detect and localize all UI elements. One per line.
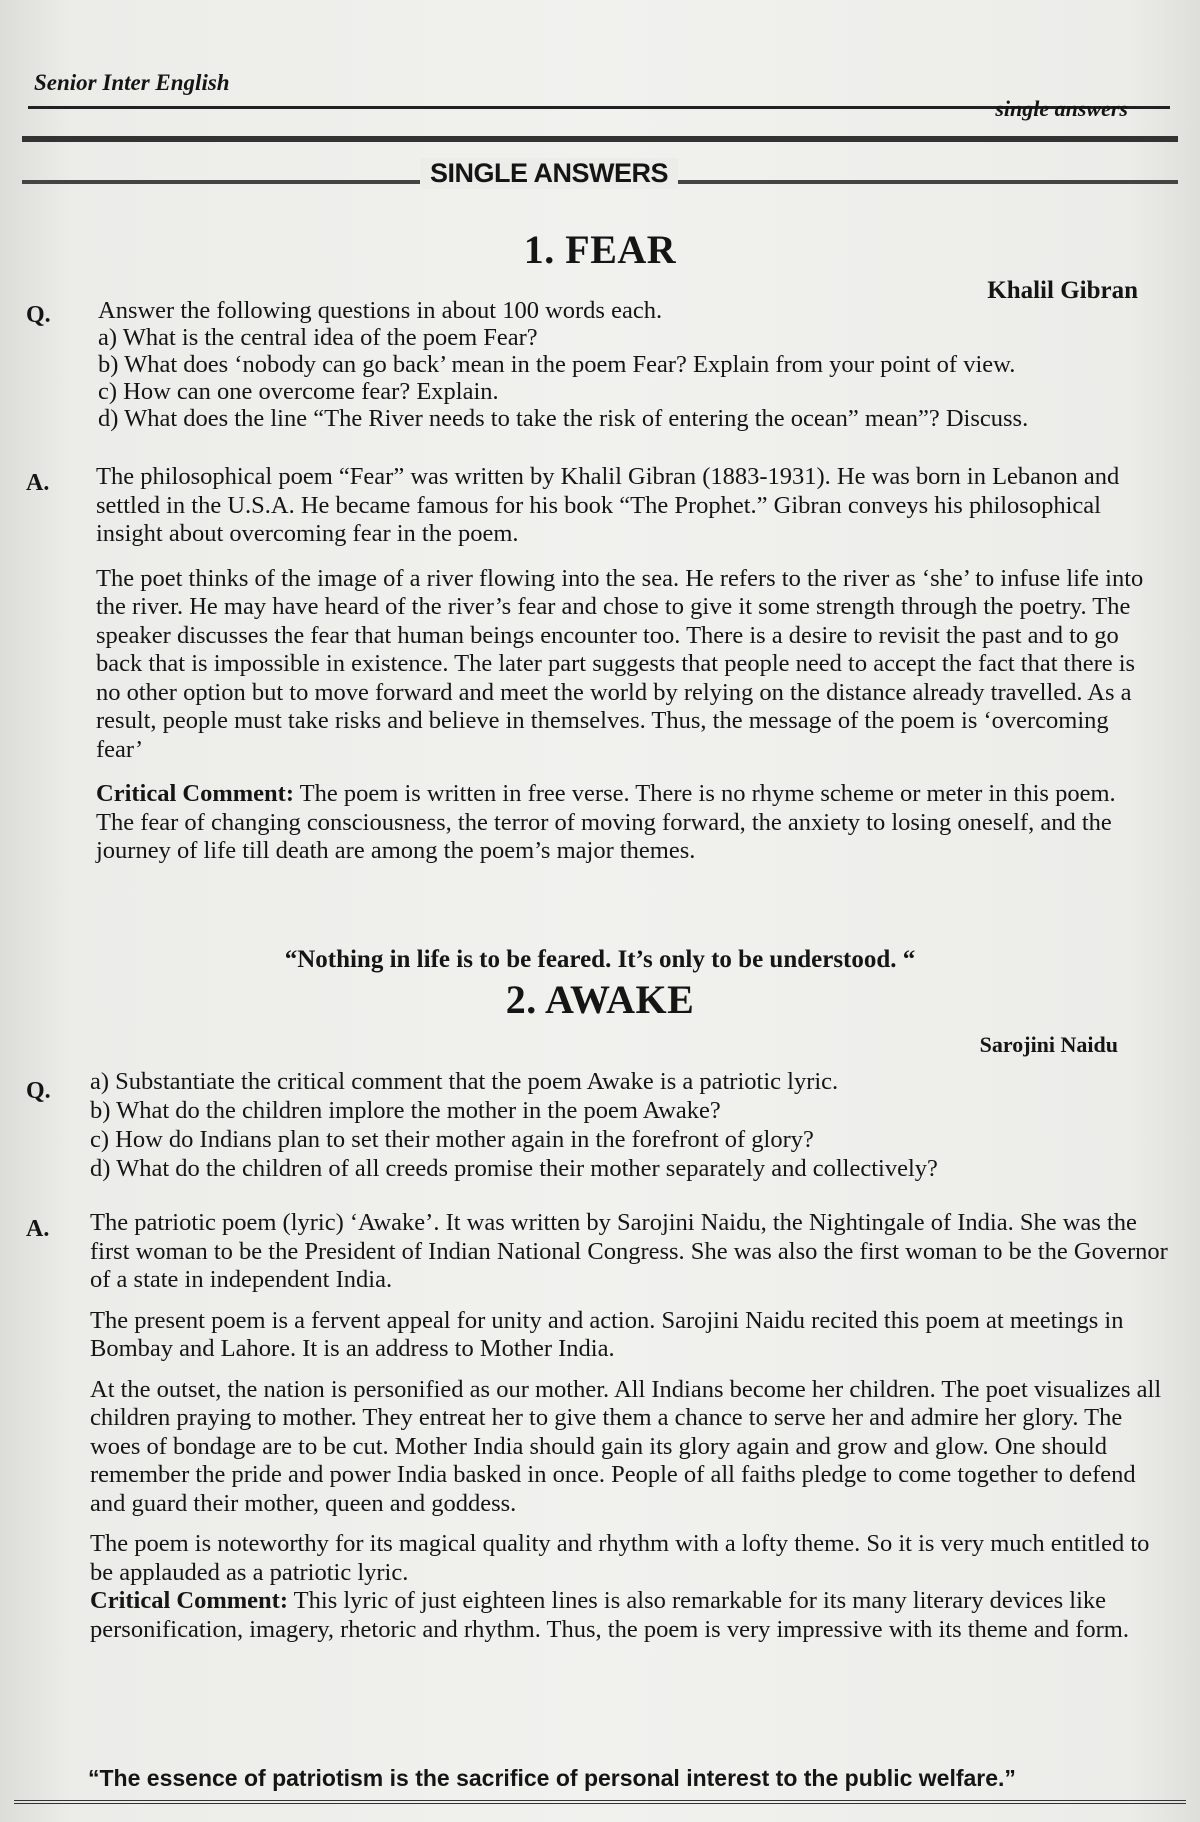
poem1-answer-label: A. [26, 470, 50, 496]
answer-paragraph: At the outset, the nation is personified as our mother. All Indians become her children. The poet visualizes all children praying to mother. They entreat her to give them a chance to serve her and admire her glory. The woes of bondage are to be cut. Mother India should gain its glory again and grow and glow. One should remember the pride and power India basked in once. People of all faiths pledge to come together to defend and guard their mother, queen and goddess. [90, 1375, 1162, 1517]
critical-comment [90, 1587, 1172, 1644]
question-item: b) What does ‘nobody can go back’ mean in the poem Fear? Explain from your point of view. [98, 351, 1016, 378]
question-item: c) How can one overcome fear? Explain. [98, 378, 499, 405]
critical-comment-label: Critical Comment: [90, 1587, 288, 1614]
section-banner: SINGLE ANSWERS [420, 158, 678, 189]
poem1-questions [98, 297, 1158, 432]
critical-comment-text: This lyric of just eighteen lines is also remarkable for its many literary devices like personification, imagery, rhetoric and rhythm. Thus, the poem is very impressive with its theme and form. [90, 1587, 1129, 1643]
poem2-answer [90, 1209, 1172, 1644]
critical-comment-text: The poem is written in free verse. There is no rhyme scheme or meter in this poem. The fear of changing consciousness, the terror of moving forward, the anxiety to losing oneself, and the journey of life till death are among the poem’s major themes. [96, 780, 1116, 864]
book-title: Senior Inter English [34, 70, 230, 95]
answer-paragraph: The philosophical poem “Fear” was written by Khalil Gibran (1883-1931). He was born in Lebanon and settled in the U.S.A. He became famous for his book “The Prophet.” Gibran conveys his philosophical insight about overcoming fear in the poem. [96, 463, 1120, 547]
poem1-author: Khalil Gibran [987, 277, 1138, 304]
question-item: b) What do the children implore the mother in the poem Awake? [90, 1097, 721, 1124]
poem1-question-label: Q. [26, 302, 51, 328]
question-item: Answer the following questions in about 100 words each. [98, 297, 663, 324]
question-item: d) What does the line “The River needs to take the risk of entering the ocean” mean”? Discuss. [98, 405, 1029, 432]
answer-paragraph: The patriotic poem (lyric) ‘Awake’. It was written by Sarojini Naidu, the Nightingale of India. She was the first woman to be the President of Indian National Congress. She was also the first woman to be the Governor of a state in independent India. [90, 1209, 1168, 1293]
poem1-answer [96, 463, 1154, 866]
poem2-author: Sarojini Naidu [979, 1032, 1118, 1057]
poem2-question-label: Q. [26, 1078, 51, 1104]
poem2-quote: “The essence of patriotism is the sacrifice of personal interest to the public welfare.” [88, 1765, 1016, 1791]
section-label: single answers [995, 96, 1128, 121]
poem1-title: 1. FEAR [523, 227, 677, 272]
critical-comment-label: Critical Comment: [96, 780, 294, 807]
question-item: a) What is the central idea of the poem Fear? [98, 324, 538, 351]
answer-paragraph: The poet thinks of the image of a river flowing into the sea. He refers to the river as ‘she’ to infuse life into the river. He may have heard of the river’s fear and chose to give it some strength through the poetry. The speaker discusses the fear that human beings encounter too. There is a desire to revisit the past and to go back that is impossible in existence. The later part suggests that people need to accept the fact that there is no other option but to move forward and meet the world by relying on the distance already travelled. As a result, people must take risks and believe in themselves. Thus, the message of the poem is ‘overcoming fear’ [96, 564, 1144, 763]
question-item: a) Substantiate the critical comment that the poem Awake is a patriotic lyric. [90, 1068, 839, 1095]
critical-comment [96, 780, 1154, 866]
question-item: c) How do Indians plan to set their mother again in the forefront of glory? [90, 1126, 814, 1153]
poem2-questions [90, 1067, 1160, 1183]
poem1-quote: “Nothing in life is to be feared. It’s only to be understood. “ [284, 946, 916, 973]
poem2-title: 2. AWAKE [505, 977, 695, 1022]
thick-rule [22, 136, 1178, 142]
answer-paragraph: The present poem is a fervent appeal for unity and action. Sarojini Naidu recited this poem at meetings in Bombay and Lahore. It is an address to Mother India. [90, 1306, 1124, 1362]
footer-rule [14, 1800, 1186, 1810]
answer-paragraph: The poem is noteworthy for its magical quality and rhythm with a lofty theme. So it is very much entitled to be applauded as a patriotic lyric. [90, 1530, 1150, 1586]
question-item: d) What do the children of all creeds promise their mother separately and collectively? [90, 1155, 938, 1182]
poem2-answer-label: A. [26, 1216, 50, 1242]
